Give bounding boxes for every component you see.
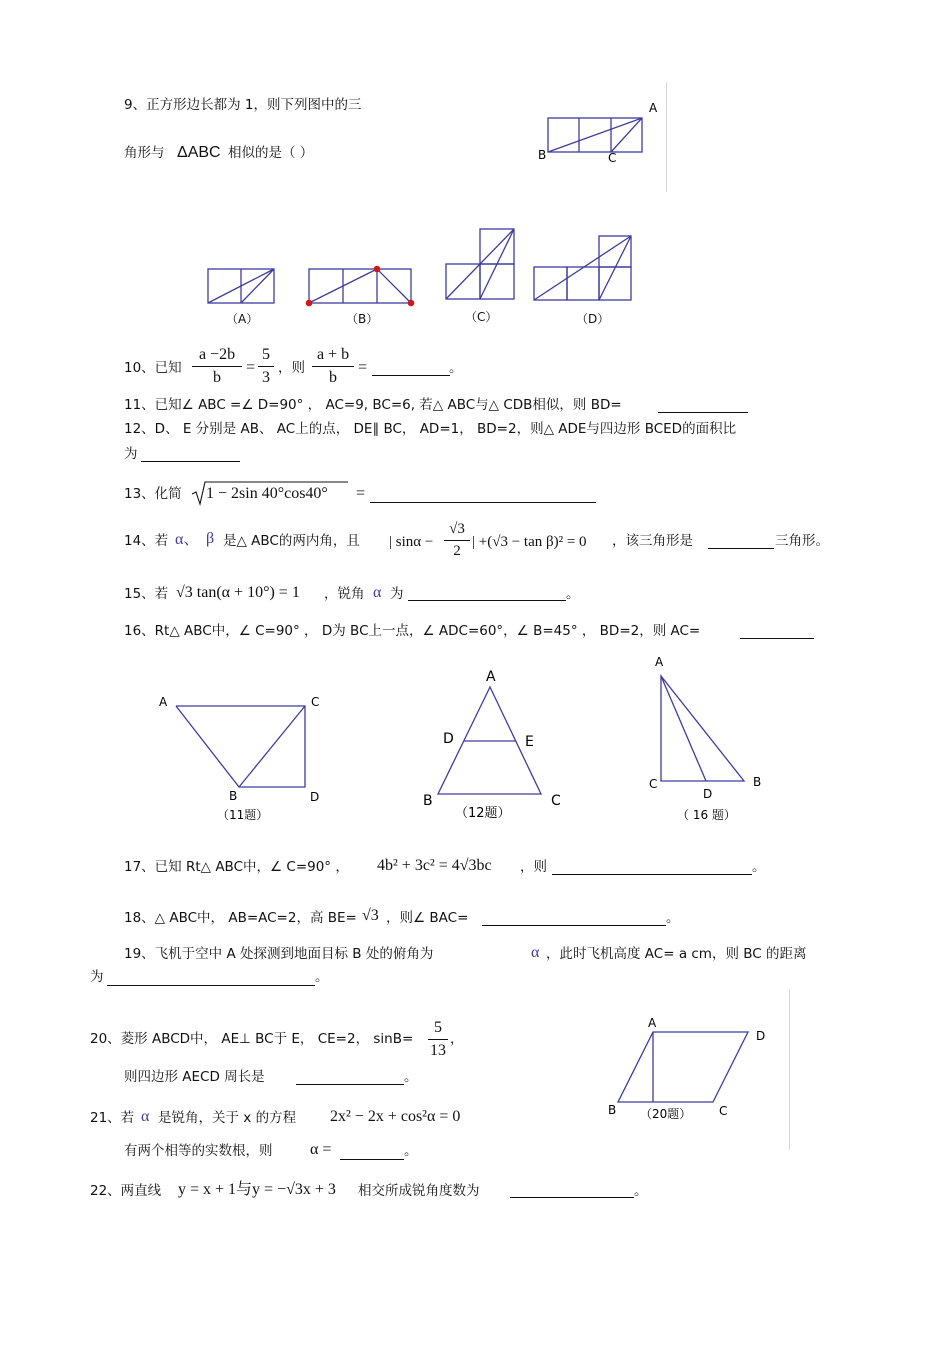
- q22-expression: y = x + 1与y = −√3x + 3: [178, 1181, 336, 1198]
- q20-line2: 则四边形 AECD 周长是: [124, 1069, 265, 1085]
- q9-option-b-figure[interactable]: [305, 264, 415, 309]
- q14-num: √3: [449, 521, 465, 537]
- fig16-label-c: C: [649, 777, 658, 791]
- q17-expression: 4b² + 3c² = 4√3bc: [377, 857, 492, 874]
- q12-line2: 为: [124, 446, 138, 462]
- fig11-diagram: [155, 690, 330, 830]
- q18-answer-blank[interactable]: [482, 925, 666, 926]
- q15-end: 。: [566, 586, 580, 602]
- q14-suffix: ，该三角形是: [612, 533, 693, 549]
- q21-alpha2: α =: [310, 1141, 332, 1158]
- q19-line1b: ，此时飞机高度 AC= a cm，则 BC 的距离: [546, 946, 807, 962]
- q14-beta: β: [206, 530, 215, 547]
- q15-expression: √3 tan(α + 10°) = 1: [176, 584, 300, 601]
- q9-option-d-label[interactable]: （D）: [576, 312, 610, 326]
- q14-den: 2: [453, 543, 461, 559]
- q22-end: 。: [634, 1183, 648, 1199]
- fig12-diagram: [415, 665, 575, 825]
- q11-text: 11、已知∠ ABC =∠ D=90° ， AC=9, BC=6, 若△ ABC与△ CDB相似，则 BD=: [124, 397, 622, 413]
- fig20-label-c: C: [719, 1104, 728, 1118]
- q10-fraction-1: [192, 347, 242, 386]
- q9-line2b: 相似的是（ ）: [228, 145, 314, 161]
- q16-text: 16、Rt△ ABC中，∠ C=90° ， D为 BC上一点，∠ ADC=60°，∠ B=45° ， BD=2，则 AC=: [124, 623, 701, 639]
- q9-label-c: C: [608, 151, 617, 165]
- q19-alpha: α: [531, 944, 540, 961]
- q21-alpha: α: [141, 1108, 150, 1125]
- q10-eq2: =: [358, 359, 368, 376]
- q10-mid: ，则: [278, 360, 305, 376]
- q10-f2-num: 5: [262, 346, 270, 363]
- fig16-label-a: A: [655, 655, 664, 669]
- q10-f1-num: a −2b: [198, 346, 236, 363]
- fig11-label-c: C: [311, 695, 320, 709]
- q10-fraction-2: [258, 347, 274, 386]
- q15-prefix: 15、若: [124, 586, 169, 602]
- q17-end-a: ，则: [520, 859, 547, 875]
- q14-alpha: α、: [175, 531, 200, 548]
- q15-answer-blank[interactable]: [408, 600, 566, 601]
- q20-prefix: 20、菱形 ABCD中， AE⊥ BC于 E， CE=2， sinB=: [90, 1031, 414, 1047]
- q9-reference-figure: [540, 100, 665, 170]
- q10-f1-den: b: [213, 369, 221, 386]
- fig16-label-b: B: [753, 775, 762, 789]
- q9-option-d-figure[interactable]: [531, 233, 634, 303]
- q10-f3-num: a + b: [316, 346, 350, 363]
- q9-option-b-label[interactable]: （B）: [346, 312, 379, 326]
- q22-mid: 相交所成锐角度数为: [358, 1183, 480, 1199]
- q14-end: 三角形。: [775, 533, 829, 549]
- q14-expr-b: | +(√3 − tan β)² = 0: [472, 534, 587, 550]
- q10-answer-blank[interactable]: [372, 375, 450, 376]
- fig20-label-a: A: [648, 1016, 657, 1030]
- q9-label-a: A: [649, 101, 658, 115]
- q9-option-a-figure[interactable]: [205, 266, 277, 306]
- q12-line1: 12、D、 E 分别是 AB、 AC上的点， DE∥ BC， AD=1， BD=2，则△ ADE与四边形 BCED的面积比: [124, 421, 737, 437]
- q19-end: 。: [315, 969, 329, 985]
- fig12-caption: （12题）: [455, 806, 511, 821]
- q10-f2-den: 3: [262, 369, 270, 386]
- fig16-diagram: [645, 652, 770, 827]
- q19-answer-blank[interactable]: [107, 985, 315, 986]
- q9-label-b: B: [538, 148, 547, 162]
- q13-eq: =: [356, 485, 366, 502]
- q21-mid: 是锐角，关于 x 的方程: [158, 1110, 297, 1126]
- q9-option-c-label[interactable]: （C）: [465, 310, 498, 324]
- fig20-diagram: [600, 1012, 775, 1127]
- q9-option-c-figure[interactable]: [443, 226, 518, 302]
- fig20-label-b: B: [608, 1103, 617, 1117]
- q21-end: 。: [404, 1143, 418, 1159]
- q13-answer-blank[interactable]: [370, 502, 596, 503]
- q14-expr-a: | sinα −: [389, 534, 434, 550]
- q18-mid: ，则∠ BAC=: [386, 910, 469, 926]
- q13-prefix: 13、化简: [124, 486, 182, 502]
- q14-answer-blank[interactable]: [708, 548, 774, 549]
- q21-answer-blank[interactable]: [340, 1159, 404, 1160]
- fig11-label-b: B: [229, 789, 238, 803]
- q20-den: 13: [430, 1042, 446, 1059]
- fig12-label-d: D: [443, 731, 454, 747]
- q9-line2a: 角形与: [124, 145, 165, 161]
- q15-mid: ，锐角: [324, 586, 365, 602]
- margin-line-bottom: [789, 990, 790, 1150]
- fig12-label-c: C: [551, 793, 561, 809]
- q17-answer-blank[interactable]: [552, 874, 752, 875]
- margin-line-top: [666, 82, 667, 192]
- q22-prefix: 22、两直线: [90, 1183, 162, 1199]
- q10-prefix: 10、已知: [124, 360, 182, 376]
- q10-eq: =: [246, 359, 256, 376]
- q15-wei: 为: [390, 586, 404, 602]
- q15-alpha: α: [373, 584, 382, 601]
- q14-prefix: 14、若: [124, 533, 169, 549]
- fig11-caption: （11题）: [217, 808, 269, 822]
- q20-answer-blank[interactable]: [296, 1084, 404, 1085]
- q21-expression: 2x² − 2x + cos²α = 0: [330, 1108, 461, 1125]
- q20-num: 5: [434, 1019, 442, 1036]
- q21-line2: 有两个相等的实数根，则: [124, 1143, 273, 1159]
- fig12-label-a: A: [486, 669, 496, 685]
- fig12-label-e: E: [525, 734, 534, 750]
- fig11-label-a: A: [159, 695, 168, 709]
- q17-prefix: 17、已知 Rt△ ABC中，∠ C=90° ，: [124, 859, 349, 875]
- q21-prefix: 21、若: [90, 1110, 135, 1126]
- fig11-label-d: D: [310, 790, 320, 804]
- q18-end: 。: [666, 910, 680, 926]
- fig16-caption: （ 16 题）: [677, 808, 736, 822]
- q17-end: 。: [752, 859, 766, 875]
- fig20-label-d: D: [756, 1029, 766, 1043]
- q20-comma: ，: [450, 1031, 464, 1047]
- fig12-label-b: B: [423, 793, 433, 809]
- q11-answer-blank[interactable]: [658, 412, 748, 413]
- q20-end: 。: [404, 1069, 418, 1085]
- fig20-caption: （20题）: [640, 1107, 692, 1121]
- q20-fraction: [428, 1020, 448, 1059]
- q18-prefix: 18、△ ABC中， AB=AC=2，高 BE=: [124, 910, 357, 926]
- q14-fraction: [444, 522, 470, 559]
- q9-line1: 9、正方形边长都为 1，则下列图中的三: [124, 97, 362, 113]
- q19-line2: 为: [90, 969, 104, 985]
- q13-expression: 1 − 2sin 40°cos40°: [206, 485, 328, 502]
- q9-option-a-label[interactable]: （A）: [226, 312, 259, 326]
- fig16-label-d: D: [703, 787, 713, 801]
- q9-triangle-label: ΔABC: [177, 144, 221, 161]
- q10-f3-den: b: [329, 369, 337, 386]
- q18-expression: √3: [362, 907, 379, 924]
- q12-answer-blank[interactable]: [141, 461, 240, 462]
- q14-mid: 是△ ABC的两内角，且: [223, 533, 360, 549]
- q19-line1a: 19、飞机于空中 A 处探测到地面目标 B 处的俯角为: [124, 946, 434, 962]
- q10-fraction-3: [312, 347, 354, 386]
- q22-answer-blank[interactable]: [510, 1197, 634, 1198]
- q16-answer-blank[interactable]: [740, 638, 814, 639]
- q10-end: 。: [449, 360, 463, 376]
